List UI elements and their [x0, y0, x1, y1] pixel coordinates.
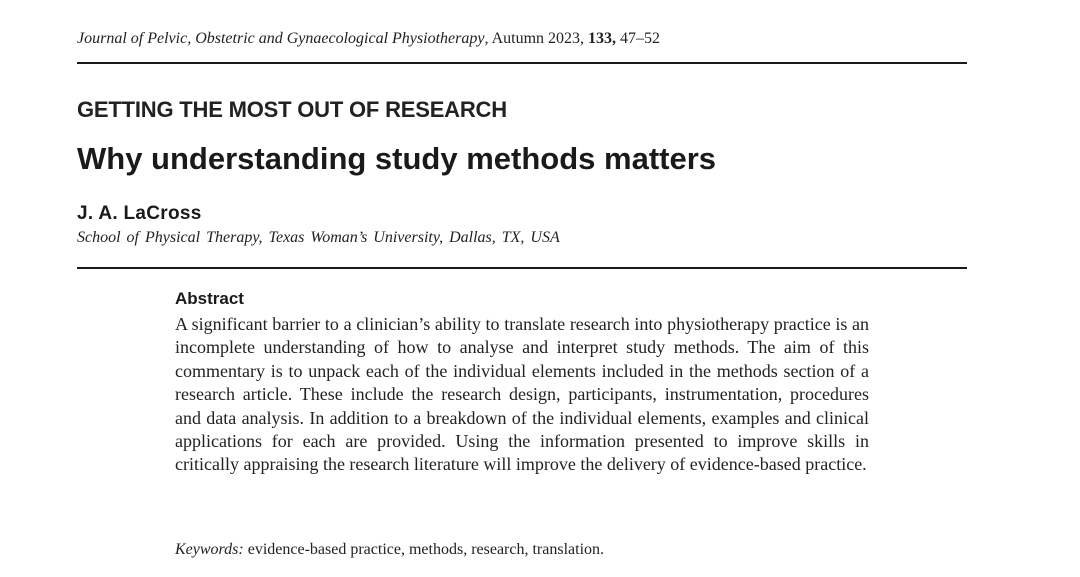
article-title: Why understanding study methods matters — [77, 141, 717, 176]
journal-citation — [77, 30, 660, 48]
journal-pages: 47–52 — [616, 30, 661, 47]
journal-volume: 133, — [588, 30, 617, 47]
section-label: GETTING THE MOST OUT OF RESEARCH — [77, 97, 507, 122]
top-divider — [77, 62, 967, 64]
journal-name: Journal of Pelvic, Obstetric and Gynaecological Physiotherapy — [77, 30, 485, 47]
journal-issue: , Autumn 2023, — [484, 30, 589, 47]
keywords-label: Keywords: — [175, 541, 244, 558]
abstract-heading: Abstract — [175, 289, 244, 308]
header-divider — [77, 267, 967, 269]
keywords — [175, 541, 604, 559]
author-name: J. A. LaCross — [77, 203, 202, 224]
abstract-body: A significant barrier to a clinician’s ability to translate research into physiotherapy practice is an incomplete understanding of how to analyse and interpret study methods. The aim of this commentary is to unpack each of the individual elements included in the methods section of a research article. These include the research design, participants, instrumentation, procedures and data analysis. In addition to a breakdown of the individual elements, examples and clinical applications for each are provided. Using the information presented to improve skills in critically appraising the research literature will improve the delivery of evidence-based practice. — [175, 314, 869, 475]
keywords-list: evidence-based practice, methods, research, translation. — [243, 541, 605, 558]
author-affiliation: School of Physical Therapy, Texas Woman’s University, Dallas, TX, USA — [77, 229, 560, 246]
